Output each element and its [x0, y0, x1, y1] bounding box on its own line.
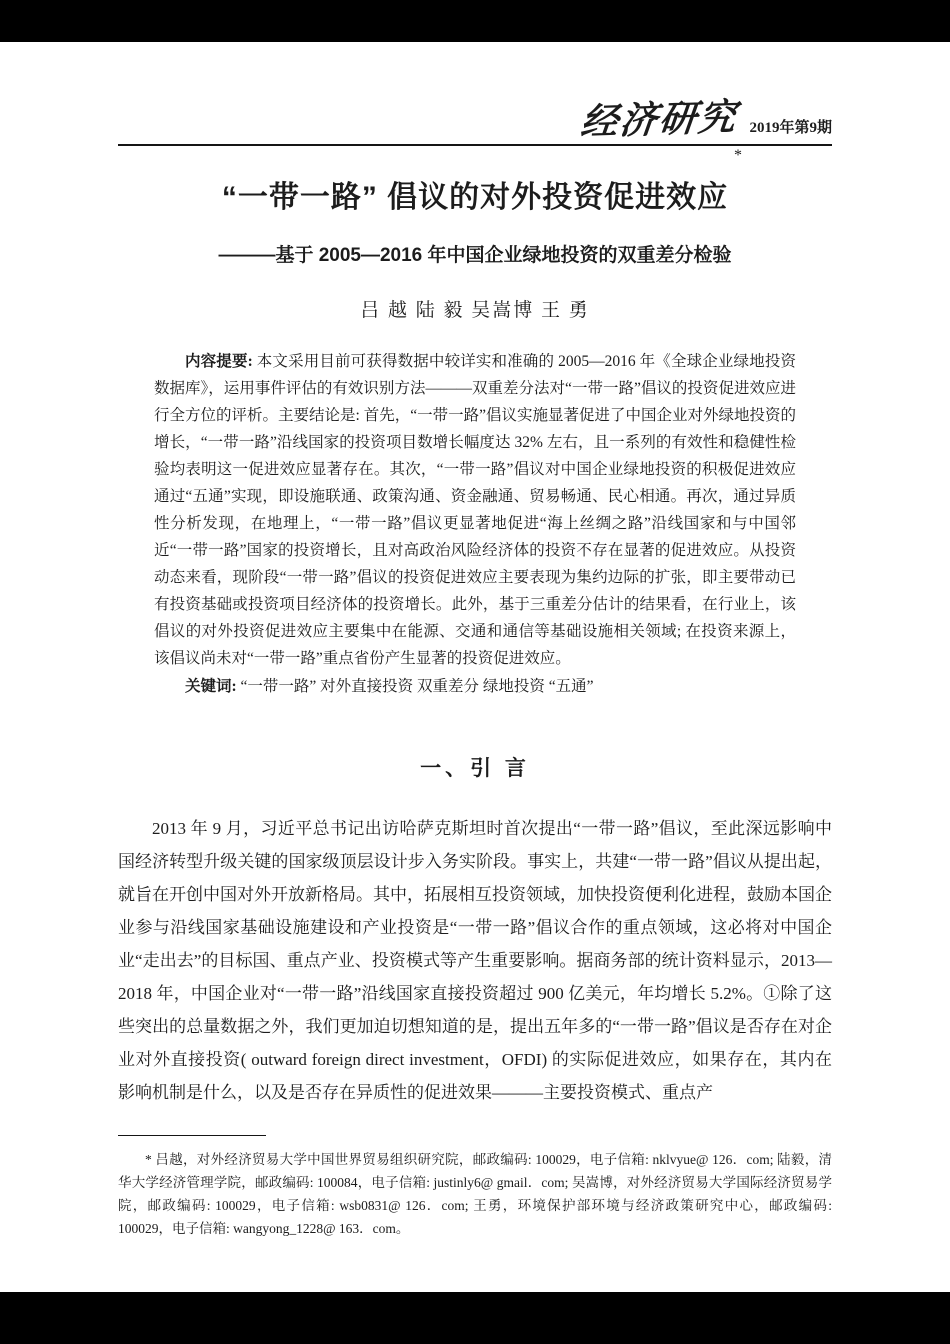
section-heading-introduction: 一、引 言 — [420, 757, 530, 780]
abstract-label: 内容提要: — [185, 353, 253, 370]
keywords-text: “一带一路” 对外直接投资 双重差分 绿地投资 “五通” — [236, 678, 594, 695]
footnote-text: * 吕越，对外经济贸易大学中国世界贸易组织研究院，邮政编码: 100029，电子信箱: nklvyue@ 126．com; 陆毅，清华大学经济管理学院，邮政编码: 100084，电子信箱: justinly6@ gmail．com; 吴嵩博，对外经济贸易大学国际经济贸易学院，邮政编码: 100029，电子信箱: wsb0831@ 126．com; 王勇，环境保护部环境与经济政策研究中心，邮政编码: 100029，电子信箱: wangyong_1228@ 163．com。 — [118, 1152, 832, 1236]
abstract-text: 本文采用目前可获得数据中较详实和准确的 2005—2016 年《全球企业绿地投资数据库》，运用事件评估的有效识别方法———双重差分法对“一带一路”倡议的投资促进效应进行全方位的评析。主要结论是: 首先，“一带一路”倡议实施显著促进了中国企业对外绿地投资的增长，“一带一路”沿线国家的投资项目数增长幅度达 32% 左右，且一系列的有效性和稳健性检验均表明这一促进效应显著存在。其次，“一带一路”倡议对中国企业绿地投资的积极促进效应通过“五通”实现，即设施联通、政策沟通、资金融通、贸易畅通、民心相通。再次，通过异质性分析发现，在地理上，“一带一路”倡议更显著地促进“海上丝绸之路”沿线国家和与中国邻近“一带一路”国家的投资增长，且对高政治风险经济体的投资不存在显著的促进效应。从投资动态来看，现阶段“一带一路”倡议的投资促进效应主要表现为集约边际的扩张，即主要带动已有投资基础或投资项目经济体的投资增长。此外，基于三重差分估计的结果看，在行业上，该倡议的对外投资促进效应主要集中在能源、交通和通信等基础设施相关领域; 在投资来源上，该倡议尚未对“一带一路”重点省份产生显著的投资促进效应。 — [154, 353, 796, 667]
body-paragraph: 2013 年 9 月，习近平总书记出访哈萨克斯坦时首次提出“一带一路”倡议，至此深远影响中国经济转型升级关键的国家级顶层设计步入务实阶段。事实上，共建“一带一路”倡议从提出起，就旨在开创中国对外开放新格局。其中，拓展相互投资领域，加快投资便利化进程，鼓励本国企业参与沿线国家基础设施建设和产业投资是“一带一路”倡议合作的重点领域，这必将对中国企业“走出去”的目标国、重点产业、投资模式等产生重要影响。据商务部的统计资料显示，2013—2018 年，中国企业对“一带一路”沿线国家直接投资超过 900 亿美元，年均增长 5.2%。①除了这些突出的总量数据之外，我们更加迫切想知道的是，提出五年多的“一带一路”倡议是否存在对企业对外直接投资( outward foreign direct investment，OFDI) 的实际促进效应，如果存在，其内在影响机制是什么，以及是否存在异质性的促进效果———主要投资模式、重点产 — [118, 819, 832, 1102]
paper-subtitle: ———基于 2005—2016 年中国企业绿地投资的双重差分检验 — [218, 245, 732, 266]
bottom-black-bar — [0, 1292, 950, 1344]
abstract-paragraph — [154, 348, 796, 672]
journal-issue: 2019年第9期 — [749, 120, 832, 136]
paper-title: “一带一路” 倡议的对外投资促进效应 — [221, 181, 729, 214]
journal-header — [118, 97, 832, 144]
footnote-divider — [118, 1135, 266, 1136]
abstract-block — [154, 348, 796, 700]
page-content — [0, 42, 950, 1292]
authors: 吕 越 陆 毅 吴嵩博 王 勇 — [360, 300, 590, 321]
journal-logo: 经济研究 — [578, 97, 740, 144]
title-footnote-marker: * — [734, 147, 742, 164]
keywords-paragraph — [154, 673, 796, 700]
top-black-bar — [0, 0, 950, 42]
keywords-label: 关键词: — [185, 678, 237, 695]
